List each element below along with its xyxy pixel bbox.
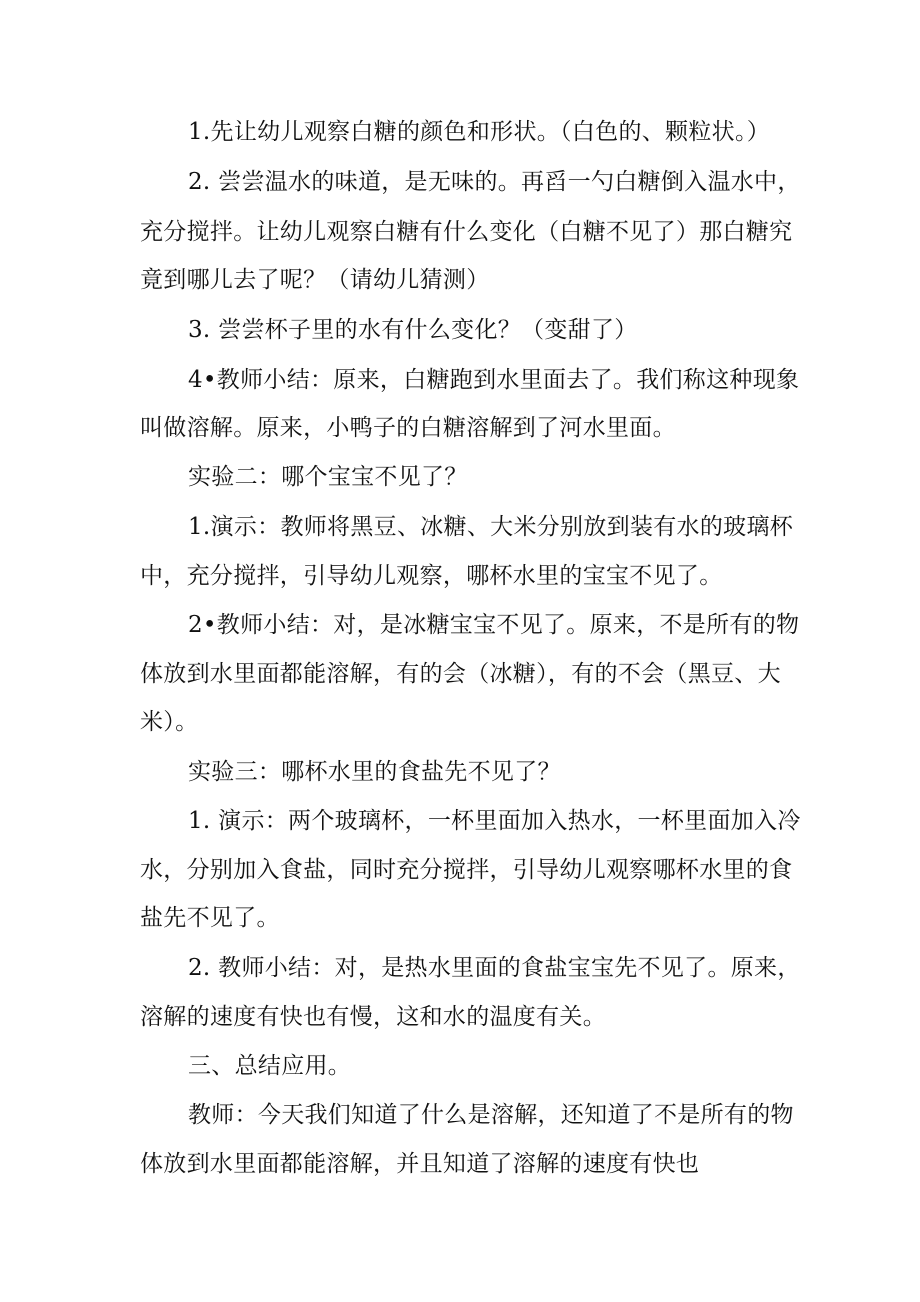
- text-line: 1.先让幼儿观察白糖的颜色和形状。（白色的、颗粒状。）: [188, 119, 771, 145]
- text-line: 体放到水里面都能溶解，有的会（冰糖），有的不会（黑豆、大: [140, 661, 781, 687]
- section-heading: 实验二：哪个宝宝不见了？: [188, 464, 468, 490]
- text-line: 2. 教师小结：对，是热水里面的食盐宝宝先不见了。原来，: [188, 955, 801, 981]
- text-line: 体放到水里面都能溶解，并且知道了溶解的速度有快也: [140, 1151, 700, 1177]
- section-heading: 实验三：哪杯水里的食盐先不见了？: [188, 759, 561, 785]
- section-heading: 三、总结应用。: [188, 1053, 352, 1079]
- text-line: 1.演示：教师将黑豆、冰糖、大米分别放到装有水的玻璃杯: [188, 514, 794, 540]
- text-line: 溶解的速度有快也有慢，这和水的温度有关。: [140, 1004, 606, 1030]
- text-line: 竟到哪儿去了呢？（请幼儿猜测）: [140, 267, 490, 293]
- text-line: 水，分别加入食盐，同时充分搅拌，引导幼儿观察哪杯水里的食: [140, 857, 793, 883]
- text-line: 中，充分搅拌，引导幼儿观察，哪杯水里的宝宝不见了。: [140, 563, 723, 589]
- text-line: 2•教师小结：对，是冰糖宝宝不见了。原来，不是所有的物: [188, 612, 800, 638]
- text-line: 3. 尝尝杯子里的水有什么变化？（变甜了）: [188, 317, 638, 343]
- text-line: 1. 演示：两个玻璃杯，一杯里面加入热水，一杯里面加入冷: [188, 808, 801, 834]
- text-line: 2. 尝尝温水的味道，是无味的。再舀一勺白糖倒入温水中，: [188, 169, 801, 195]
- text-line: 4•教师小结：原来，白糖跑到水里面去了。我们称这种现象: [188, 367, 800, 393]
- text-line: 教师：今天我们知道了什么是溶解，还知道了不是所有的物: [188, 1102, 794, 1128]
- text-line: 盐先不见了。: [140, 905, 280, 931]
- text-line: 叫做溶解。原来，小鸭子的白糖溶解到了河水里面。: [140, 415, 676, 441]
- text-line: 充分搅拌。让幼儿观察白糖有什么变化（白糖不见了）那白糖究: [140, 219, 793, 245]
- text-line: 米）。: [140, 709, 199, 735]
